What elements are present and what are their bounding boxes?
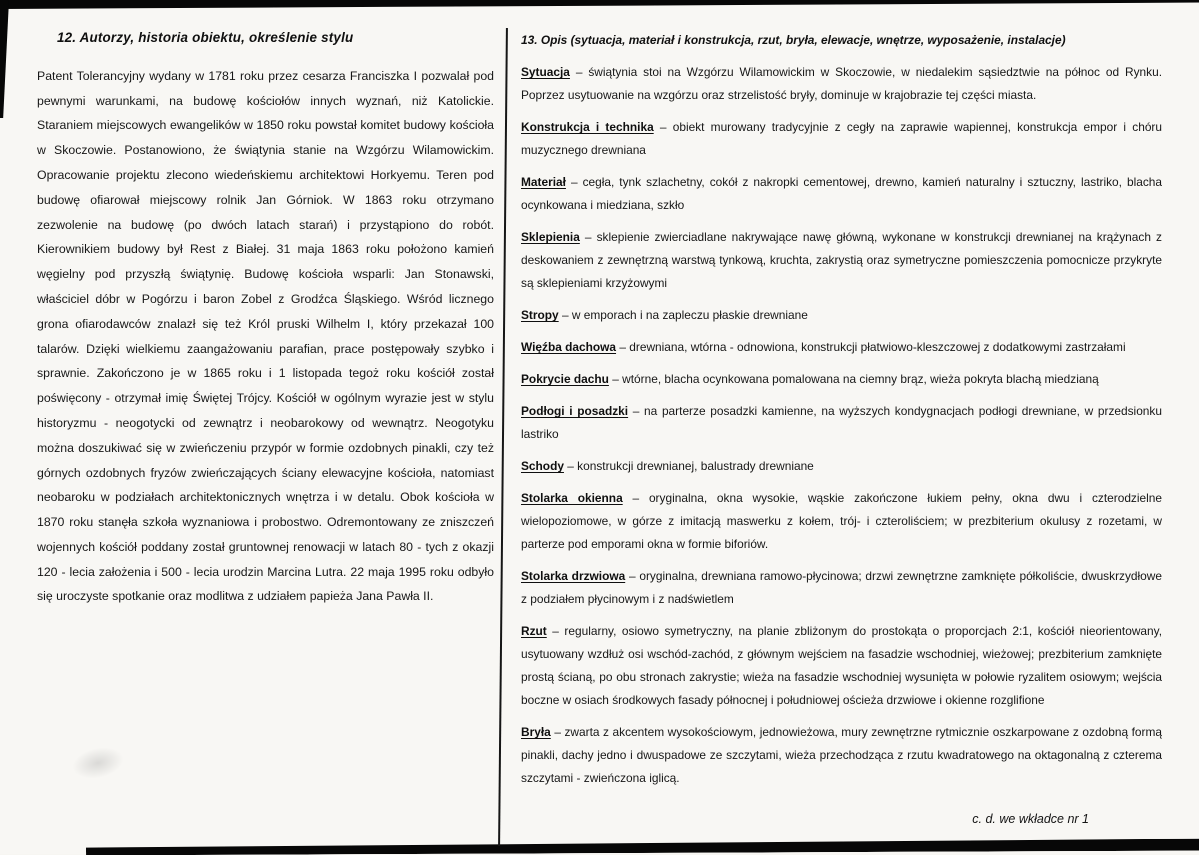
scan-edge-bottom: [86, 839, 1199, 855]
entry-pokrycie-dachu: [521, 368, 1162, 391]
entry-label: Pokrycie dachu: [521, 372, 609, 387]
entry-label: Konstrukcja i technika: [521, 120, 654, 135]
entry-material: [521, 171, 1162, 217]
section-13-heading: 13. Opis (sytuacja, materiał i konstrukcja, rzut, bryła, elewacje, wnętrze, wyposażenie, instalacje): [521, 33, 1066, 47]
entry-sklepienia: [521, 226, 1162, 295]
entry-sytuacja: [521, 61, 1162, 107]
scan-edge-top: [0, 0, 1199, 9]
entry-wiezba-dachowa: [521, 336, 1162, 359]
entry-label: Stolarka okienna: [521, 491, 623, 506]
entry-stolarka-drzwiowa: [521, 565, 1162, 611]
entry-text: – cegła, tynk szlachetny, cokół z nakropki cementowej, drewno, kamień naturalny i sztuczny, lastriko, blacha ocynkowana i miedziana, szkło: [521, 175, 1162, 213]
entry-label: Materiał: [521, 175, 566, 190]
entry-konstrukcja-i-technika: [521, 116, 1162, 162]
entry-podlogi-i-posadzki: [521, 400, 1162, 446]
scan-smudge: [69, 743, 126, 783]
section-12-column: [37, 30, 494, 609]
entry-text: – świątynia stoi na Wzgórzu Wilamowickim w Skoczowie, w niedalekim sąsiedztwie na północ od Rynku. Poprzez usytuowanie na wzgórzu oraz strzelistość bryły, dominuje w krajobrazie tej części miasta.: [521, 65, 1162, 103]
section-12-body: Patent Tolerancyjny wydany w 1781 roku przez cesarza Franciszka I pozwalał pod pewnymi warunkami, na budowę kościołów innych wyznań, niż Katolickie. Staraniem miejscowych ewangelików w 1850 roku powstał komitet budowy kościoła w Skoczowie. Postanowiono, że świątynia stanie na Wzgórzu Wilamowickim. Opracowanie projektu zlecono wiedeńskiemu architektowi Horkyemu. Teren pod budowę ofiarował miejscowy rolnik Jan Górniok. W 1863 roku otrzymano zezwolenie na budowę (po dwóch latach starań) i przystąpiono do robót. Kierownikiem budowy był Rest z Białej. 31 maja 1863 roku położono kamień węgielny pod przyszłą świątynię. Budowę kościoła wsparli: Jan Stonawski, właściciel dóbr w Pogórzu i baron Zobel z Grodźca Śląskiego. Wśród licznego grona ofiarodawców znalazł się też Król pruski Wilhelm I, który przekazał 100 talarów. Dzięki wielkiemu zaangażowaniu parafian, prace postępowały szybko i sprawnie. Zakończono je w 1865 roku i 1 listopada tegoż roku kościół został poświęcony - otrzymał imię Świętej Trójcy. Kościół w ogólnym wyrazie jest w stylu historyzmu - neogotycki od zewnątrz i neobarokowy od wewnątrz. Neogotyku można doszukiwać się w zwieńczeniu przypór w formie ozdobnych pinakli, czy też górnych ozdobnych fryzów zwieńczających ściany elewacyjne kościoła, natomiast neobaroku w podziałach architektonicznych wnętrza i w detalu. Obok kościoła w 1870 roku stanęła szkoła wyznaniowa i probostwo. Odremontowany ze zniszczeń wojennych kościół poddany został gruntownej renowacji w latach 80 - tych z okazji 120 - lecia założenia i 500 - lecia urodzin Marcina Lutra. 22 maja 1995 roku odbyło się uroczyste spotkanie oraz modlitwa z udziałem papieża Jana Pawła II.: [37, 68, 494, 604]
entry-text: – zwarta z akcentem wysokościowym, jednowieżowa, mury zewnętrzne rytmicznie oszkarpowane z ozdobną formą pinakli, dachy jedno i dwuspadowe ze szczytami, wieża przechodząca z rzutu kwadratowego na oktagonalną z czterema szczytami - zwieńczona iglicą.: [521, 725, 1162, 786]
column-divider-line: [498, 28, 507, 846]
entry-text: – wtórne, blacha ocynkowana pomalowana na ciemny brąz, wieża pokryta blachą miedzianą: [612, 372, 1099, 387]
entry-text: – na parterze posadzki kamienne, na wyższych kondygnacjach podłogi drewniane, w przedsionku lastriko: [521, 404, 1162, 442]
entry-label: Bryła: [521, 725, 551, 740]
entry-text: – drewniana, wtórna - odnowiona, konstrukcji płatwiowo-kleszczowej z dodatkowymi zastrzałami: [619, 340, 1126, 355]
entry-label: Stropy: [521, 308, 559, 323]
entry-text: – oryginalna, okna wysokie, wąskie zakończone łukiem pełny, okna dwu i czterodzielne wielopoziomowe, w górze z imitacją maswerku z kołem, trój- i czteroliściem; w prezbiterium okulusy z rozetami, w parterze pod emporami okna w formie biforiów.: [521, 491, 1162, 552]
entry-label: Sklepienia: [521, 230, 580, 245]
entry-text: – w emporach i na zapleczu płaskie drewniane: [561, 308, 808, 323]
entry-label: Rzut: [521, 624, 547, 639]
entry-rzut: [521, 620, 1162, 712]
entry-stropy: [521, 304, 1162, 327]
entry-label: Więźba dachowa: [521, 340, 617, 355]
continuation-note: c. d. we wkładce nr 1: [972, 812, 1089, 826]
entry-bryla: [521, 721, 1162, 790]
entry-text: – regularny, osiowo symetryczny, na planie zbliżonym do prostokąta o proporcjach 2:1, kościół nieorientowany, usytuowany wzdłuż osi wschód-zachód, z głównym wejściem na fasadzie wschodniej, wieżowej; prezbiterium zamknięte prostą ścianą, po obu stronach zakrystie; wieża na fasadzie wschodniej wysunięta w połowie ryzalitem osiowym; wejścia boczne w osiach środkowych fasady północnej i południowej ościeża drzwiowe i okienne rozglifione: [521, 624, 1163, 708]
entry-text: – oryginalna, drewniana ramowo-płycinowa; drzwi zewnętrzne zamknięte półkoliście, dwuskrzydłowe z podziałem płycinowym i z nadświetlem: [521, 569, 1162, 607]
entry-label: Schody: [521, 459, 564, 474]
entry-label: Stolarka drzwiowa: [521, 569, 626, 584]
entry-text: – sklepienie zwierciadlane nakrywające nawę główną, wykonane w konstrukcji drewnianej na krążynach z deskowaniem z zewnętrzną warstwą tynkową, kruchta, zakrystią oraz symetryczne pomieszczenia pomocnicze przykryte są sklepieniami krzyżowymi: [521, 230, 1162, 291]
entry-text: – konstrukcji drewnianej, balustrady drewniane: [567, 459, 814, 474]
section-12-heading: 12. Autorzy, historia obiektu, określenie stylu: [57, 30, 354, 45]
scan-edge-left: [0, 0, 9, 118]
entry-text: – obiekt murowany tradycyjnie z cegły na zaprawie wapiennej, konstrukcja empor i chóru muzycznego drewniana: [521, 120, 1163, 158]
entry-label: Sytuacja: [521, 65, 570, 80]
entry-stolarka-okienna: [521, 487, 1162, 556]
entry-label: Podłogi i posadzki: [521, 404, 629, 419]
entry-schody: [521, 455, 1162, 478]
section-13-column: [521, 33, 1162, 790]
